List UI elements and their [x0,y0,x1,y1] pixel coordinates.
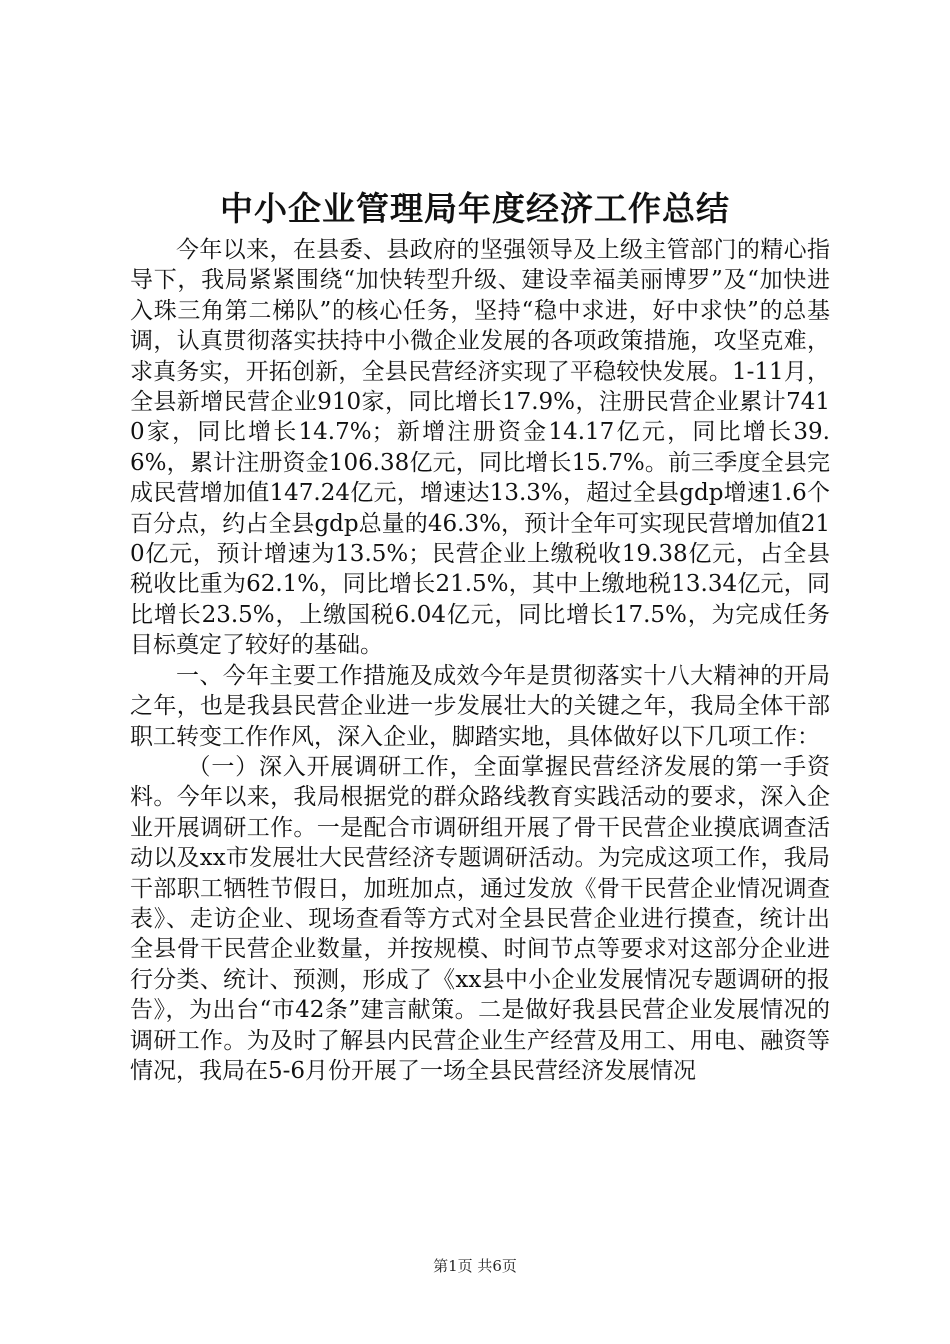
document-title: 中小企业管理局年度经济工作总结 [220,189,730,228]
page-number-footer: 第1页 共6页 [433,1257,517,1275]
paragraph-subsection-one: （一）深入开展调研工作，全面掌握民营经济发展的第一手资料。今年以来，我局根据党的群众路线教育实践活动的要求，深入企业开展调研工作。一是配合市调研组开展了骨干民营企业摸底调查活动以及xx市发展壮大民营经济专题调研活动。为完成这项工作，我局干部职工牺牲节假日，加班加点，通过发放《骨干民营企业情况调查表》、走访企业、现场查看等方式对全县民营企业进行摸查，统计出全县骨干民营企业数量，并按规模、时间节点等要求对这部分企业进行分类、统计、预测，形成了《xx县中小企业发展情况专题调研的报告》，为出台“市42条”建言献策。二是做好我县民营企业发展情况的调研工作。为及时了解县内民营企业生产经营及用工、用电、融资等情况，我局在5-6月份开展了一场全县民营经济发展情况 [130,753,830,1084]
document-body [130,235,830,1086]
paragraph-intro: 今年以来，在县委、县政府的坚强领导及上级主管部门的精心指导下，我局紧紧围绕“加快转型升级、建设幸福美丽博罗”及“加快进入珠三角第二梯队”的核心任务，坚持“稳中求进，好中求快”的总基调，认真贯彻落实扶持中小微企业发展的各项政策措施，攻坚克难，求真务实，开拓创新，全县民营经济实现了平稳较快发展。1-11月，全县新增民营企业910家，同比增长17.9%，注册民营企业累计7410家，同比增长14.7%；新增注册资金14.17亿元，同比增长39.6%，累计注册资金106.38亿元，同比增长15.7%。前三季度全县完成民营增加值147.24亿元，增速达13.3%，超过全县gdp增速1.6个百分点，约占全县gdp总量的46.3%，预计全年可实现民营增加值210亿元，预计增速为13.5%；民营企业上缴税收19.38亿元，占全县税收比重为62.1%，同比增长21.5%，其中上缴地税13.34亿元，同比增长23.5%，上缴国税6.04亿元，同比增长17.5%，为完成任务目标奠定了较好的基础。 [130,237,830,659]
paragraph-section-one: 一、今年主要工作措施及成效今年是贯彻落实十八大精神的开局之年，也是我县民营企业进一步发展壮大的关键之年，我局全体干部职工转变工作作风，深入企业，脚踏实地，具体做好以下几项工作： [130,662,830,750]
